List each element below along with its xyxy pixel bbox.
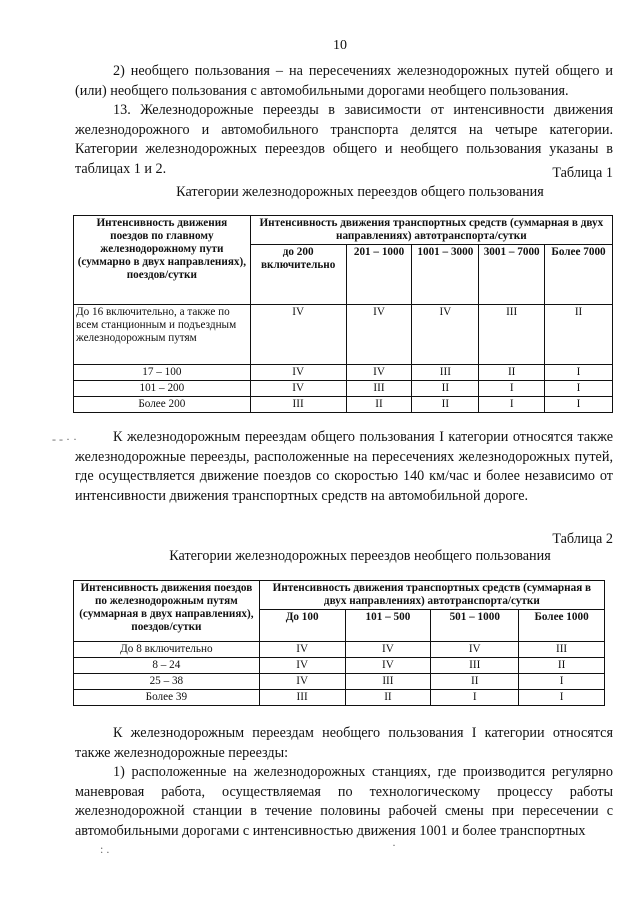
category-cell: II <box>479 365 545 381</box>
category-cell: I <box>479 381 545 397</box>
table2-col-header: Более 1000 <box>519 610 605 642</box>
intro-text <box>75 62 613 179</box>
table2-group-header: Интенсивность движения транспортных средств (суммарная в двух направлениях) автотранспорта/сутки <box>259 581 604 610</box>
table-row <box>74 674 605 690</box>
paragraph-item-1: 1) расположенные на железнодорожных станциях, где производится регулярно маневровая работа, осуществляемая по технологическому процессу работы железнодорожной станции в течение половины рабочей смены при пересечении с автомобильными дорогами с интенсивностью движения 1001 и более транспортных <box>75 764 613 839</box>
table-row <box>74 381 613 397</box>
scan-mark: · <box>392 838 396 852</box>
row-label: Более 200 <box>74 397 251 413</box>
category-cell: I <box>479 397 545 413</box>
table1-col-header: 201 – 1000 <box>346 245 412 305</box>
category-cell: IV <box>259 674 345 690</box>
end-text <box>75 724 613 841</box>
category-cell: II <box>345 690 431 706</box>
category-cell: III <box>346 381 412 397</box>
category-cell: I <box>545 381 613 397</box>
row-label: 17 – 100 <box>74 365 251 381</box>
category-cell: I <box>519 690 605 706</box>
row-label: 101 – 200 <box>74 381 251 397</box>
category-cell: II <box>519 658 605 674</box>
category-cell: IV <box>250 381 346 397</box>
row-label: До 16 включительно, а также по всем станционным и подъездным железнодорожным путям <box>74 305 251 365</box>
middle-text <box>75 428 613 506</box>
table1-col-header: до 200 включительно <box>250 245 346 305</box>
row-label: 25 – 38 <box>74 674 260 690</box>
table-row <box>74 365 613 381</box>
category-cell: II <box>346 397 412 413</box>
category-cell: I <box>519 674 605 690</box>
category-cell: III <box>250 397 346 413</box>
row-label: 8 – 24 <box>74 658 260 674</box>
table2-col-header: 501 – 1000 <box>431 610 519 642</box>
row-label: До 8 включительно <box>74 642 260 658</box>
table-row <box>74 690 605 706</box>
paragraph-13: 13. Железнодорожные переезды в зависимости от интенсивности движения железнодорожного и автомобильного транспорта делятся на четыре категории. Категории железнодорожных переездов общего и необщего пользования указаны в таблицах 1 и 2. <box>75 102 613 177</box>
table1-row-header: Интенсивность движения поездов по главному железнодорожному пути (суммарно в двух направлениях), поездов/сутки <box>74 216 251 305</box>
category-cell: I <box>545 397 613 413</box>
category-cell: III <box>519 642 605 658</box>
category-cell: I <box>431 690 519 706</box>
table1-title: Категории железнодорожных переездов общего пользования <box>176 184 544 200</box>
category-cell: I <box>545 365 613 381</box>
row-label: Более 39 <box>74 690 260 706</box>
table-row <box>74 305 613 365</box>
category-cell: III <box>345 674 431 690</box>
category-cell: IV <box>259 642 345 658</box>
category-cell: II <box>431 674 519 690</box>
category-cell: II <box>412 397 479 413</box>
table1 <box>73 215 613 413</box>
category-cell: IV <box>346 365 412 381</box>
category-cell: IV <box>250 365 346 381</box>
category-cell: IV <box>345 642 431 658</box>
table1-col-header: 1001 – 3000 <box>412 245 479 305</box>
scan-mark: - - · · <box>52 432 77 446</box>
category-cell: IV <box>431 642 519 658</box>
category-cell: III <box>412 365 479 381</box>
table-row <box>74 642 605 658</box>
table2-col-header: 101 – 500 <box>345 610 431 642</box>
paragraph-category-i-public: К железнодорожным переездам общего пользования I категории относятся также железнодорожные переезды, расположенные на пересечениях железнодорожных путей, где осуществляется движение поездов со скоростью 140 км/час и более независимо от интенсивности движения транспортных средств на автомобильной дороге. <box>75 429 613 504</box>
table2-title: Категории железнодорожных переездов необщего пользования <box>169 548 551 564</box>
category-cell: II <box>412 381 479 397</box>
table1-col-header: 3001 – 7000 <box>479 245 545 305</box>
category-cell: III <box>431 658 519 674</box>
table1-group-header: Интенсивность движения транспортных средств (суммарная в двух направлениях) автотранспорта/сутки <box>250 216 612 245</box>
table-row <box>74 658 605 674</box>
category-cell: III <box>479 305 545 365</box>
category-cell: IV <box>346 305 412 365</box>
category-cell: IV <box>250 305 346 365</box>
table2-row-header: Интенсивность движения поездов по железнодорожным путям (суммарная в двух направлениях), поездов/сутки <box>74 581 260 642</box>
category-cell: III <box>259 690 345 706</box>
scan-mark: : . <box>100 842 110 856</box>
table2-label: Таблица 2 <box>552 531 613 547</box>
table1-col-header: Более 7000 <box>545 245 613 305</box>
table2-col-header: До 100 <box>259 610 345 642</box>
category-cell: IV <box>412 305 479 365</box>
table-row <box>74 397 613 413</box>
page-number: 10 <box>333 38 347 53</box>
table2 <box>73 580 605 706</box>
category-cell: II <box>545 305 613 365</box>
table1-label: Таблица 1 <box>552 165 613 181</box>
category-cell: IV <box>345 658 431 674</box>
category-cell: IV <box>259 658 345 674</box>
paragraph-item-2: 2) необщего пользования – на пересечениях железнодорожных путей общего и (или) необщего пользования с автомобильными дорогами необщего пользования. <box>75 63 613 99</box>
paragraph-category-i-nonpublic: К железнодорожным переездам необщего пользования I категории относятся также железнодорожные переезды: <box>75 725 613 761</box>
